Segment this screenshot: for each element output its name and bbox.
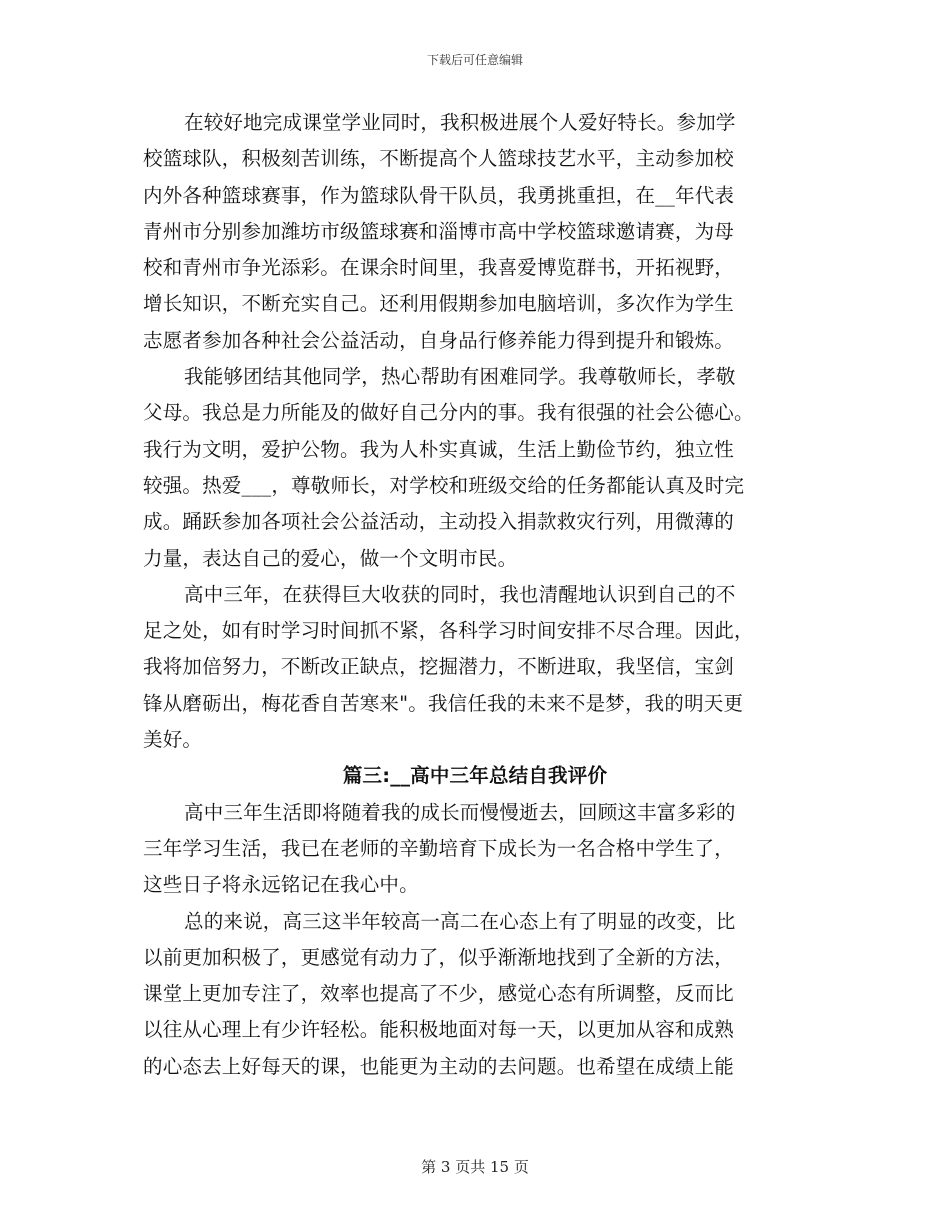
paragraph-line: 这些日子将永远铭记在我心中。	[143, 873, 419, 897]
paragraph-line: 校篮球队，积极刻苦训练，不断提高个人篮球技艺水平，主动参加校	[143, 147, 735, 171]
document-body	[143, 105, 807, 1085]
paragraph-line: 我将加倍努力，不断改正缺点，挖掘潜力，不断进取，我坚信，宝剑	[143, 655, 735, 679]
paragraph-line: 志愿者参加各种社会公益活动，自身品行修养能力得到提升和锻炼。	[143, 328, 735, 352]
paragraph-line: 力量，表达自己的爱心，做一个文明市民。	[143, 546, 518, 570]
paragraph-line: 总的来说，高三这半年较高一高二在心态上有了明显的改变，比	[184, 909, 736, 933]
section-heading: 篇三:__高中三年总结自我评价	[342, 764, 608, 788]
paragraph-line: 内外各种篮球赛事，作为篮球队骨干队员，我勇挑重担，在__年代表	[143, 183, 735, 207]
page-footer: 第 3 页共 15 页	[421, 1158, 529, 1176]
paragraph-line: 高中三年生活即将随着我的成长而慢慢逝去，回顾这丰富多彩的	[184, 800, 736, 824]
paragraph-line: 较强。热爱___，尊敬师长，对学校和班级交给的任务都能认真及时完	[143, 473, 745, 497]
paragraph-line: 足之处，如有时学习时间抓不紧，各科学习时间安排不尽合理。因此，	[143, 619, 754, 643]
paragraph-line: 增长知识，不断充实自己。还利用假期参加电脑培训，多次作为学生	[143, 292, 735, 316]
paragraph-line: 高中三年，在获得巨大收获的同时，我也清醒地认识到自己的不	[184, 582, 736, 606]
paragraph-line: 青州市分别参加潍坊市级篮球赛和淄博市高中学校篮球邀请赛，为母	[143, 219, 735, 243]
paragraph-line: 我能够团结其他同学，热心帮助有困难同学。我尊敬师长，孝敬	[184, 365, 736, 389]
paragraph-line: 课堂上更加专注了，效率也提高了不少，感觉心态有所调整，反而比	[143, 982, 735, 1006]
paragraph-line: 父母。我总是力所能及的做好自己分内的事。我有很强的社会公德心。	[143, 401, 754, 425]
paragraph-line: 校和青州市争光添彩。在课余时间里，我喜爱博览群书，开拓视野，	[143, 256, 735, 280]
paragraph-line: 美好。	[143, 728, 203, 752]
paragraph-line: 以往从心理上有少许轻松。能积极地面对每一天，以更加从容和成熟	[143, 1018, 735, 1042]
paragraph-line: 以前更加积极了，更感觉有动力了，似乎渐渐地找到了全新的方法，	[143, 945, 735, 969]
paragraph-line: 锋从磨砺出，梅花香自苦寒来"。我信任我的未来不是梦，我的明天更	[143, 691, 744, 715]
paragraph-line: 在较好地完成课堂学业同时，我积极进展个人爱好特长。参加学	[184, 111, 736, 134]
paragraph-line: 的心态去上好每天的课，也能更为主动的去问题。也希望在成绩上能	[143, 1054, 735, 1078]
paragraph-line: 成。踊跃参加各项社会公益活动，主动投入捐款救灾行列，用微薄的	[143, 510, 735, 534]
page-header: 下载后可任意编辑	[426, 53, 523, 67]
paragraph-line: 三年学习生活，我已在老师的辛勤培育下成长为一名合格中学生了，	[143, 836, 735, 860]
paragraph-line: 我行为文明，爱护公物。我为人朴实真诚，生活上勤俭节约，独立性	[143, 437, 735, 461]
